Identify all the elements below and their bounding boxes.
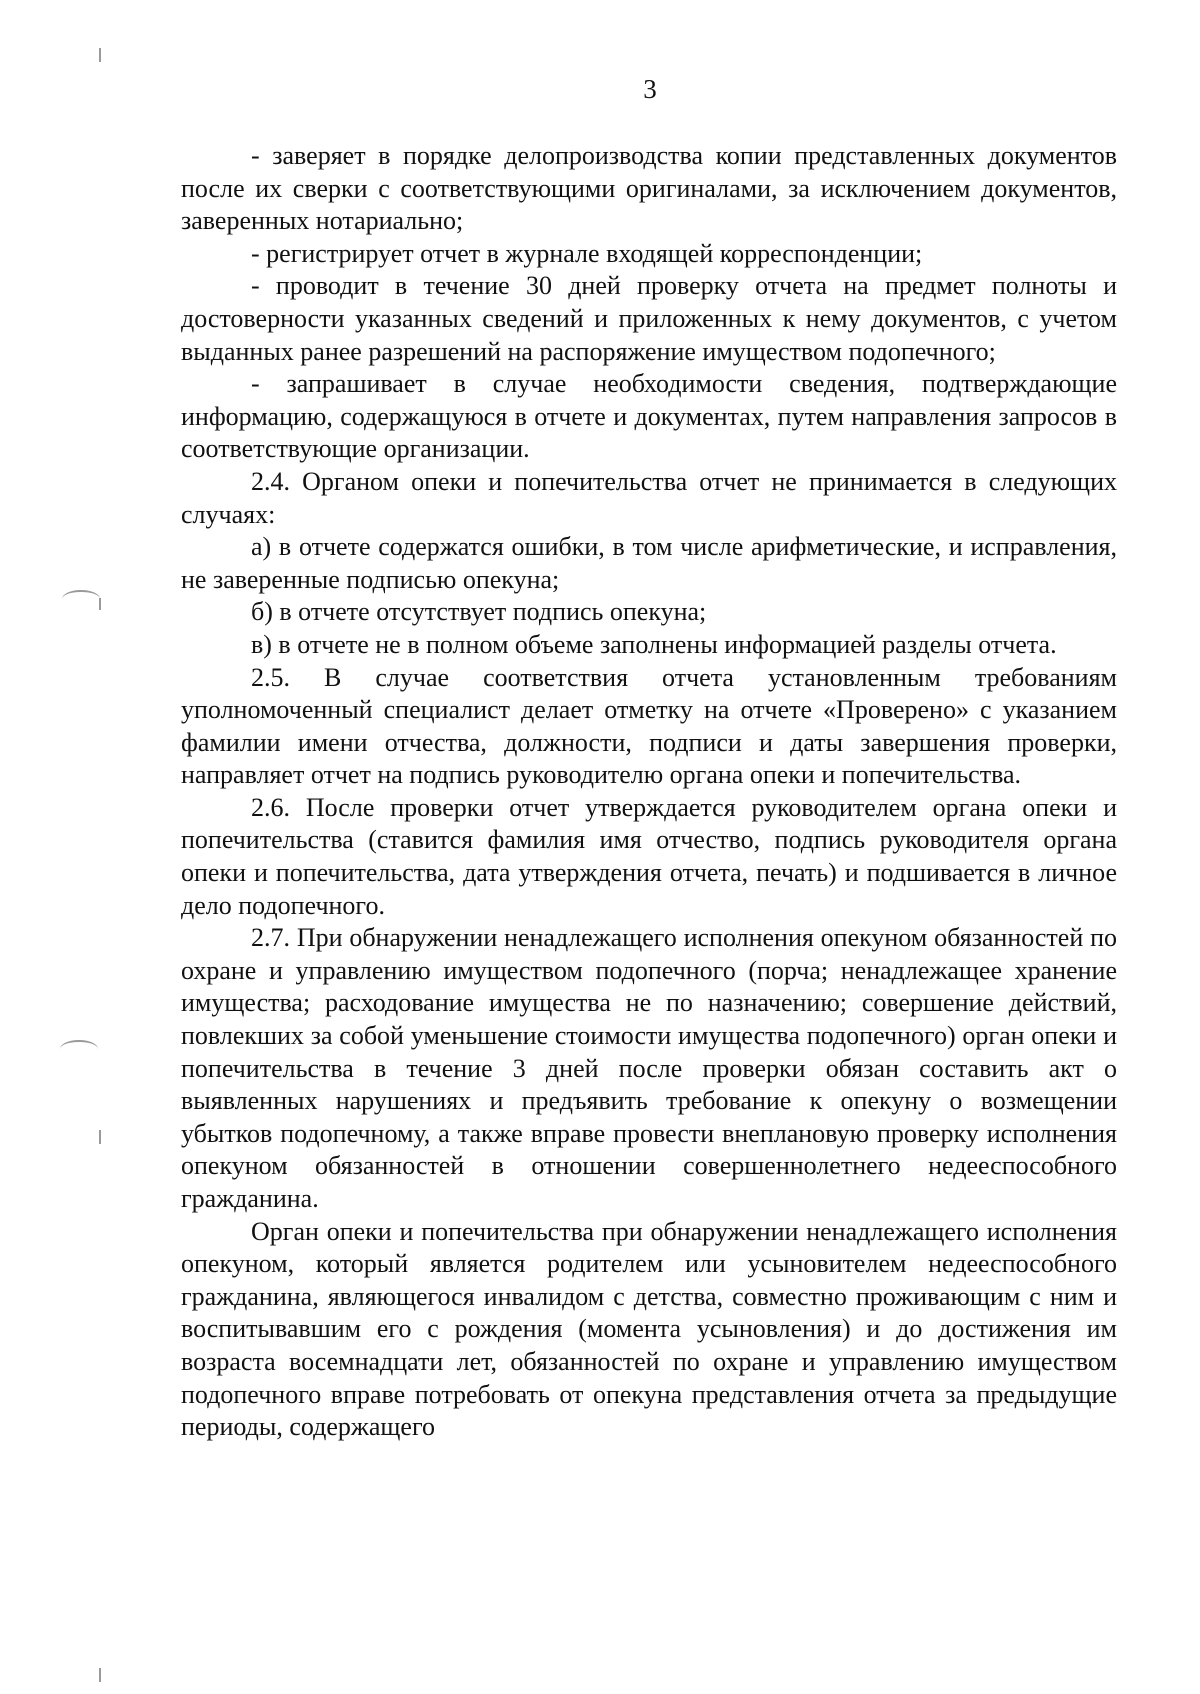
scan-arc-upper <box>62 590 100 608</box>
paragraph: - проводит в течение 30 дней проверку отчета на предмет полноты и достоверности указанных сведений и приложенных к нему документов, с учетом выданных ранее разрешений на распоряжение имуществом подопечного; <box>181 271 1117 366</box>
paragraph: - регистрирует отчет в журнале входящей корреспонденции; <box>251 238 923 268</box>
paragraph: 2.4. Органом опеки и попечительства отчет не принимается в следующих случаях: <box>181 466 1117 529</box>
paragraph: б) в отчете отсутствует подпись опекуна; <box>251 597 707 627</box>
paragraph: Орган опеки и попечительства при обнаружении ненадлежащего исполнения опекуном, который является родителем или усыновителем недееспособного гражданина, являющегося инвалидом с детства, совместно проживающим с ним и воспитывавшим его с рождения (момента усыновления) и до достижения им возраста восемнадцати лет, обязанностей по охране и управлению имуществом подопечного вправе потребовать от опекуна представления отчета за предыдущие периоды, содержащего <box>181 1216 1117 1442</box>
page-number: 3 <box>643 74 657 104</box>
paragraph: 2.7. При обнаружении ненадлежащего исполнения опекуном обязанностей по охране и управлению имуществом подопечного (порча; ненадлежащее хранение имущества; расходование имущества не по назначению; совершение действий, повлекших за собой уменьшение стоимости имущества подопечного) орган опеки и попечительства в течение 3 дней после проверки обязан составить акт о выявленных нарушениях и предъявить требование к опекуну о возмещении убытков подопечному, а также вправе провести внеплановую проверку исполнения опекуном обязанностей в отношении совершеннолетнего недееспособного гражданина. <box>181 923 1117 1213</box>
scan-mark-middle <box>99 1130 101 1144</box>
paragraph: 2.5. В случае соответствия отчета установленным требованиям уполномоченный специалист делает отметку на отчете «Проверено» с указанием фамилии имени отчества, должности, подписи и даты завершения проверки, направляет отчет на подпись руководителю органа опеки и попечительства. <box>181 662 1117 790</box>
paragraph: - запрашивает в случае необходимости сведения, подтверждающие информацию, содержащуюся в отчете и документах, путем направления запросов в соответствующие организации. <box>181 369 1117 464</box>
paragraph: в) в отчете не в полном объеме заполнены информацией разделы отчета. <box>251 629 1057 659</box>
scan-mark-top <box>99 48 101 62</box>
scan-mark-bottom <box>99 1668 101 1682</box>
document-body <box>181 140 1117 1444</box>
paragraph: 2.6. После проверки отчет утверждается руководителем органа опеки и попечительства (ставится фамилия имя отчество, подпись руководителя органа опеки и попечительства, дата утверждения отчета, печать) и подшивается в личное дело подопечного. <box>181 792 1117 920</box>
paragraph: - заверяет в порядке делопроизводства копии представленных документов после их сверки с соответствующими оригиналами, за исключением документов, заверенных нотариально; <box>181 141 1117 236</box>
scan-mark-upper <box>99 598 101 610</box>
scan-arc-lower <box>60 1040 98 1058</box>
paragraph: а) в отчете содержатся ошибки, в том числе арифметические, и исправления, не заверенные подписью опекуна; <box>181 532 1117 594</box>
